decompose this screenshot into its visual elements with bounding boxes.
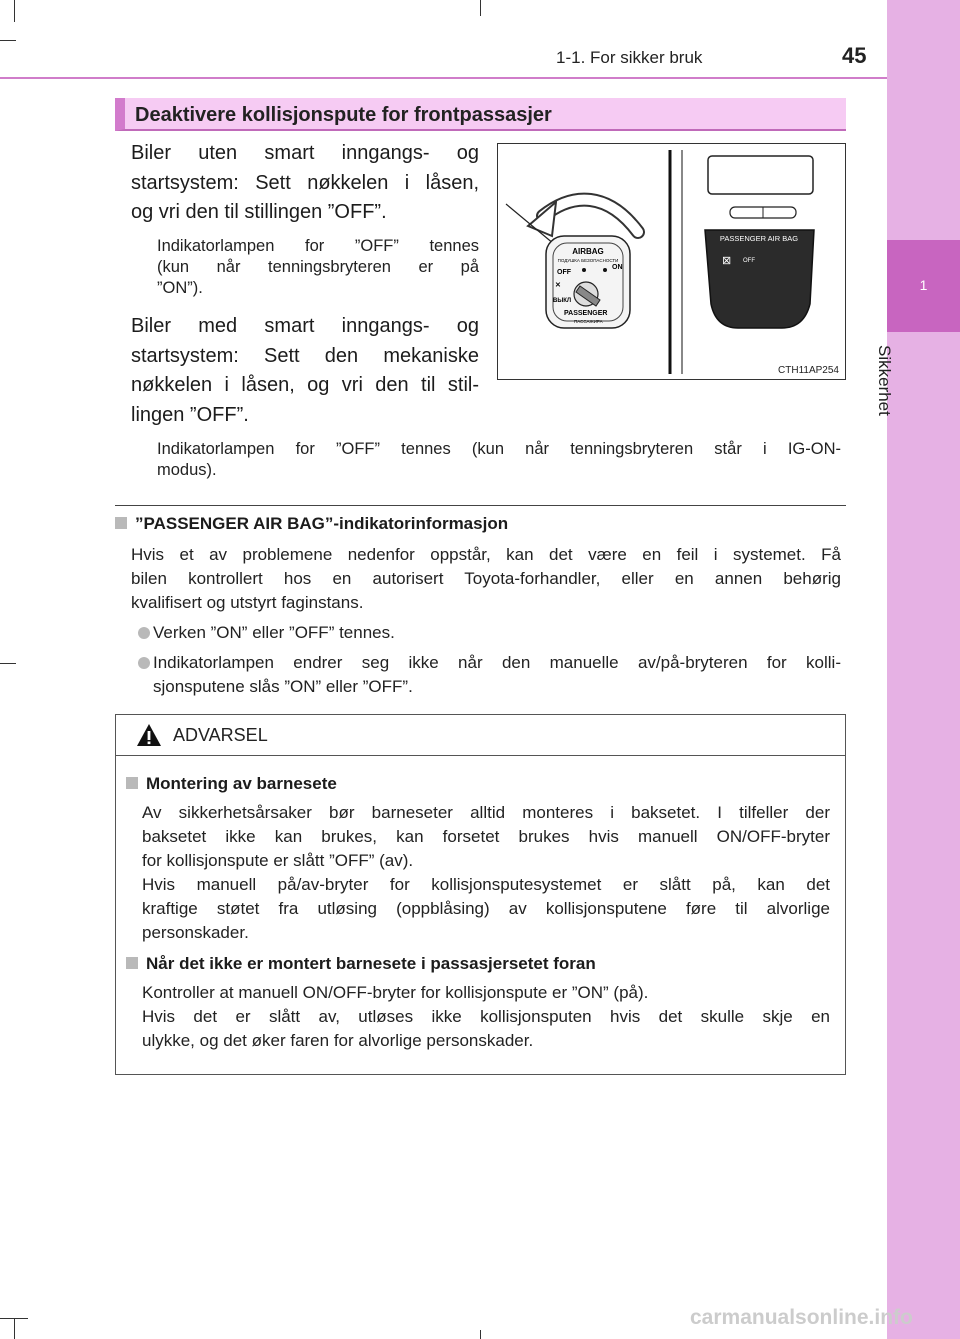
indicator-info-heading: ”PASSENGER AIR BAG”-indikatorinformasjon xyxy=(115,514,508,534)
overhead-console xyxy=(708,156,813,194)
chapter-number: 1 xyxy=(919,277,928,293)
crop-mark xyxy=(0,40,16,41)
svg-text:OFF: OFF xyxy=(743,258,755,264)
header-rule xyxy=(0,77,887,79)
figure-code: CTH11AP254 xyxy=(778,365,839,376)
running-header: 1-1. For sikker bruk xyxy=(556,48,703,67)
svg-text:ВЫКЛ: ВЫКЛ xyxy=(553,298,572,304)
warning-box xyxy=(115,714,846,1075)
svg-text:OFF: OFF xyxy=(557,269,571,276)
indicator-bullet-2: Indikatorlampen endrer seg ikke når den manuelle av/på-bryteren for kolli- sjonsputene slås ”ON” eller ”OFF”. xyxy=(153,653,841,696)
section-title: Deaktivere kollisjonspute for frontpassasjer xyxy=(115,98,846,131)
airbag-switch-illustration xyxy=(497,143,846,380)
svg-text:PASSENGER: PASSENGER xyxy=(564,310,608,317)
passenger-airbag-indicator xyxy=(705,230,814,328)
warning-label: ADVARSEL xyxy=(173,725,268,745)
svg-text:ПОДУШКА БЕЗОПАСНОСТИ: ПОДУШКА БЕЗОПАСНОСТИ xyxy=(557,258,619,263)
warning-header xyxy=(116,715,845,756)
square-bullet-icon xyxy=(126,957,138,969)
warning-body-2: Kontroller at manuell ON/OFF-bryter for kollisjonspute er ”ON” (på). Hvis det er slått av, utløses ikke kollisjonsputen hvis det skulle skje en ulykke, og det øker faren for alvorlige personskader. xyxy=(142,983,830,1050)
crop-mark xyxy=(0,1318,28,1319)
section-divider xyxy=(115,505,846,506)
svg-text:ПАССАЖИРА: ПАССАЖИРА xyxy=(574,319,603,324)
instruction-note-1: Indikatorlampen for ”OFF” tennes (kun når tenningsbryteren er på ”ON”). xyxy=(157,237,479,297)
round-bullet-icon xyxy=(138,657,150,669)
warning-heading-2: Når det ikke er montert barnesete i passasjersetet foran xyxy=(126,954,596,974)
square-bullet-icon xyxy=(126,777,138,789)
chapter-label: Sikkerhet xyxy=(875,345,894,416)
square-bullet-icon xyxy=(115,517,127,529)
warning-heading-1: Montering av barnesete xyxy=(126,774,337,794)
svg-text:PASSENGER AIR BAG: PASSENGER AIR BAG xyxy=(719,234,799,243)
warning-body-1: Av sikkerhetsårsaker bør barneseter alltid monteres i baksetet. I tilfeller der baksetet ikke kan brukes, kan forsetet brukes hvis manuell ON/OFF-bryter for kollisjonspute er slått ”OFF” (av). Hvis manuell på/av-bryter for kollisjonsputesystemet er slått på, kan det kraftige støtet fra utløsing (oppblåsing) av kollisjonsputene føre til alvorlige personskader. xyxy=(142,803,830,942)
crop-mark xyxy=(14,0,15,22)
illustration-drawing xyxy=(498,144,846,380)
watermark: carmanualsonline.info xyxy=(690,1306,913,1329)
chapter-side-tab xyxy=(887,0,960,1339)
arrow-head xyxy=(528,202,556,236)
crop-mark xyxy=(0,663,16,664)
warning-triangle-icon xyxy=(136,723,162,747)
round-bullet-icon xyxy=(138,627,150,639)
airbag-off-icon: ⊠ xyxy=(722,255,732,267)
crop-mark xyxy=(14,1318,15,1339)
indicator-bullet-1: Verken ”ON” eller ”OFF” tennes. xyxy=(153,623,395,642)
instruction-paragraph-1: Biler uten smart inngangs- og startsystem: Sett nøkkelen i låsen, og vri den til stillingen ”OFF”. xyxy=(131,142,479,223)
svg-text:✕: ✕ xyxy=(555,282,561,289)
svg-text:AIRBAG: AIRBAG xyxy=(572,247,604,256)
crop-mark xyxy=(480,0,481,16)
instruction-note-2: Indikatorlampen for ”OFF” tennes (kun når tenningsbryteren står i IG-ON- modus). xyxy=(157,440,841,479)
page-number: 45 xyxy=(842,43,867,68)
instruction-paragraph-2: Biler med smart inngangs- og startsystem: Sett den mekaniske nøkkelen i låsen, og vri den til stil- lingen ”OFF”. xyxy=(131,315,479,426)
crop-mark xyxy=(480,1330,481,1339)
indicator-info-body: Hvis et av problemene nedenfor oppstår, kan det være en feil i systemet. Få bilen kontrollert hos en autorisert Toyota-forhandler, eller en annen behørig kvalifisert og utstyrt faginstans. xyxy=(131,545,841,612)
svg-text:ON: ON xyxy=(612,264,623,271)
